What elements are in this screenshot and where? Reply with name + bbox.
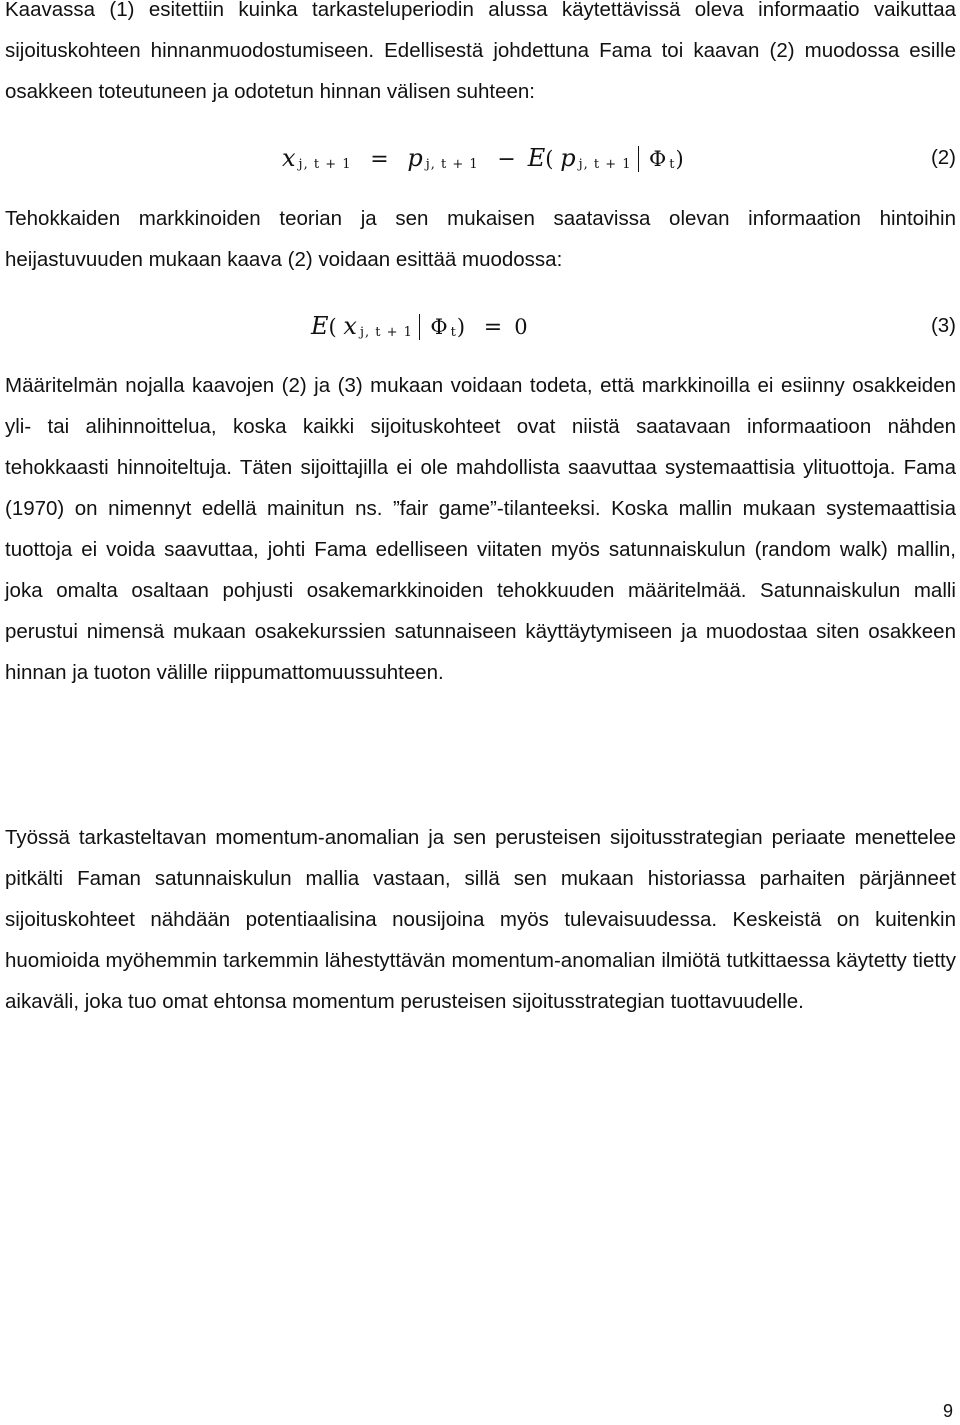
- eq2-p-expected: 𝑝: [560, 144, 576, 172]
- eq2-x: 𝑥: [282, 144, 296, 172]
- eq3-zero: 0: [514, 315, 528, 339]
- equation-3: [0, 306, 960, 346]
- eq2-phi: Φ: [649, 147, 667, 171]
- eq2-x-subscript: j, t + 1: [298, 157, 352, 172]
- paragraph-momentum: Työssä tarkasteltavan momentum-anomalian ja sen perusteisen sijoitusstrategian periaate menettelee pitkälti Faman satunnaiskulun mallia vastaan, sillä sen mukaan historiassa parhaiten pärjänneet sijoituskohteet nähdään potentiaalisina nousijoina myös tulevaisuudessa. Keskeistä on kuitenkin huomioida myöhemmin tarkemmin lähestyttävän momentum-anomalian ilmiötä tutkittaessa käytetty tietty aikaväli, joka tuo omat ehtonsa momentum perusteisen sijoitusstrategian tuottavuudelle.: [5, 826, 956, 1013]
- equation-2: [0, 138, 960, 178]
- eq3-equals: =: [483, 315, 503, 340]
- equation-3-formula: [311, 306, 528, 353]
- eq2-p-subscript: j, t + 1: [425, 157, 479, 172]
- eq2-conditional-bar: [638, 146, 640, 172]
- eq2-close-paren: ): [675, 147, 684, 171]
- page-number: 9: [942, 1401, 953, 1421]
- equation-2-number: (2): [930, 146, 956, 169]
- eq2-open-paren: (: [545, 147, 554, 171]
- equation-3-number: (3): [930, 314, 956, 337]
- eq2-phi-subscript: t: [669, 157, 676, 172]
- eq3-phi: Φ: [430, 315, 448, 339]
- eq3-expectation: 𝐸: [311, 312, 329, 340]
- paragraph-intro: Kaavassa (1) esitettiin kuinka tarkasteluperiodin alussa käytettävissä oleva informaatio vaikuttaa sijoituskohteen hinnanmuodostumiseen. Edellisestä johdettuna Fama toi kaavan (2) muodossa esille osakkeen toteutuneen ja odotetun hinnan välisen suhteen:: [5, 0, 956, 103]
- eq2-equals: =: [370, 147, 389, 172]
- eq2-minus: −: [497, 147, 516, 172]
- eq3-phi-subscript: t: [450, 325, 457, 340]
- eq2-p-expected-subscript: j, t + 1: [578, 157, 632, 172]
- eq2-p: 𝑝: [407, 144, 423, 172]
- eq2-expectation: 𝐸: [527, 144, 546, 172]
- eq3-x-subscript: j, t + 1: [359, 325, 413, 340]
- eq3-conditional-bar: [419, 314, 421, 340]
- paragraph-definition: Määritelmän nojalla kaavojen (2) ja (3) mukaan voidaan todeta, että markkinoilla ei esiinny osakkeiden yli- tai alihinnoittelua, koska kaikki sijoituskohteet ovat niistä saatavaan informaatioon nähden tehokkaasti hinnoiteltuja. Täten sijoittajilla ei ole mahdollista saavuttaa systemaattisia ylituottoja. Fama (1970) on nimennyt edellä mainitun ns. ”fair game”-tilanteeksi. Koska mallin mukaan systemaattisia tuottoja ei voida saavuttaa, johti Fama edelliseen viitaten myös satunnaiskulun (random walk) mallin, joka omalta osaltaan pohjusti osakemarkkinoiden tehokkuuden määritelmää. Satunnaiskulun malli perustui nimensä mukaan osakekurssien satunnaiseen käyttäytymiseen ja muodostaa siten osakkeen hinnan ja tuoton välille riippumattomuussuhteen.: [5, 374, 956, 684]
- eq3-close-paren: ): [456, 315, 466, 339]
- equation-2-formula: [282, 138, 684, 185]
- paragraph-efficient-markets: Tehokkaiden markkinoiden teorian ja sen mukaisen saatavissa olevan informaation hintoihin heijastuvuuden mukaan kaava (2) voidaan esittää muodossa:: [5, 207, 956, 271]
- eq3-x: 𝑥: [343, 312, 357, 340]
- eq3-open-paren: (: [328, 315, 337, 339]
